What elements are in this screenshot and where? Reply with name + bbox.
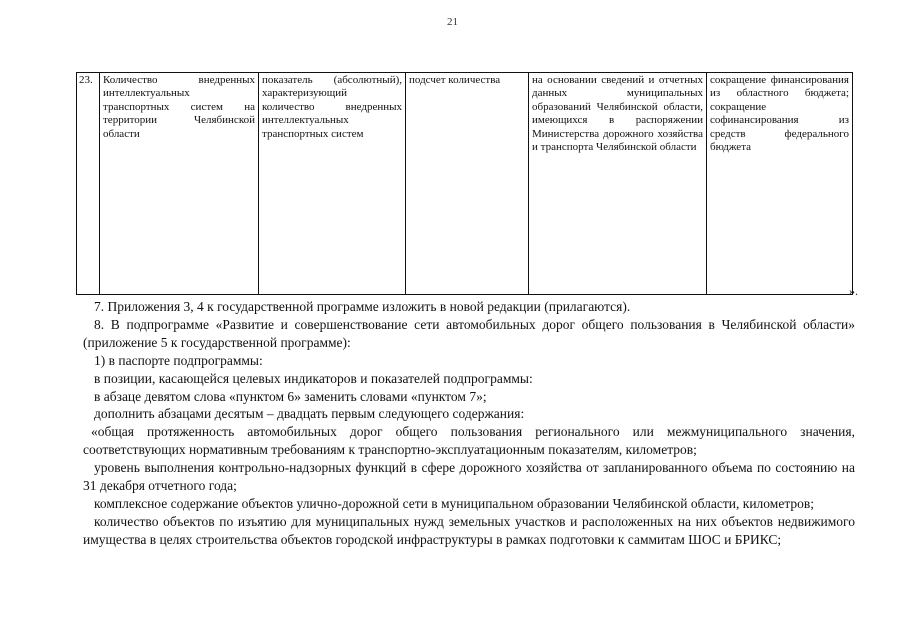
indicator-type-cell: показатель (абсолютный), характеризующий количество внедренных интеллектуальных транспортных систем [259, 73, 406, 295]
row-number-cell: 23. [77, 73, 100, 295]
closing-quote: ». [849, 284, 858, 298]
paragraph: уровень выполнения контрольно-надзорных функций в сфере дорожного хозяйства от запланированного объема по состоянию на 31 декабря отчетного года; [83, 460, 855, 494]
paragraph: дополнить абзацами десятым – двадцать первым следующего содержания: [94, 406, 525, 422]
table-row [77, 73, 853, 295]
paragraph: «общая протяженность автомобильных дорог общего пользования регионального или межмуниципального значения, соответствующих нормативным требованиям к транспортно-эксплуатационным показателям, километров; [83, 424, 855, 458]
paragraph: 7. Приложения 3, 4 к государственной программе изложить в новой редакции (прилагаются). [94, 299, 631, 314]
page-number: 21 [447, 16, 458, 28]
calculation-method-cell: подсчет количества [406, 73, 529, 295]
paragraph: комплексное содержание объектов улично-дорожной сети в муниципальном образовании Челябинской области, километров; [94, 495, 815, 511]
paragraph: в позиции, касающейся целевых индикаторов и показателей подпрограммы: [94, 370, 533, 386]
indicator-table [76, 72, 853, 295]
paragraph: 8. В подпрограмме «Развитие и совершенствование сети автомобильных дорог общего пользования в Челябинской области» (приложение 5 к государственной программе): [83, 316, 855, 350]
paragraph: в абзаце девятом слова «пунктом 6» заменить словами «пунктом 7»; [94, 388, 487, 404]
paragraph: количество объектов по изъятию для муниципальных нужд земельных участков и расположенных на них объектов недвижимого имущества в целях строительства объектов городской инфраструктуры в рамках подготовки к саммитам ШОС и БРИКС; [83, 513, 855, 547]
body-text [83, 298, 855, 549]
data-source-cell: на основании сведений и отчетных данных муниципальных образований Челябинской области, имеющихся в распоряжении Министерства дорожного хозяйства и транспорта Челябинской области [529, 73, 707, 295]
indicator-name-cell: Количество внедренных интеллектуальных транспортных систем на территории Челябинской области [100, 73, 259, 295]
paragraph: 1) в паспорте подпрограммы: [94, 352, 263, 368]
risks-cell: сокращение финансирования из областного бюджета; сокращение софинансирования из средств федерального бюджета [707, 73, 853, 295]
